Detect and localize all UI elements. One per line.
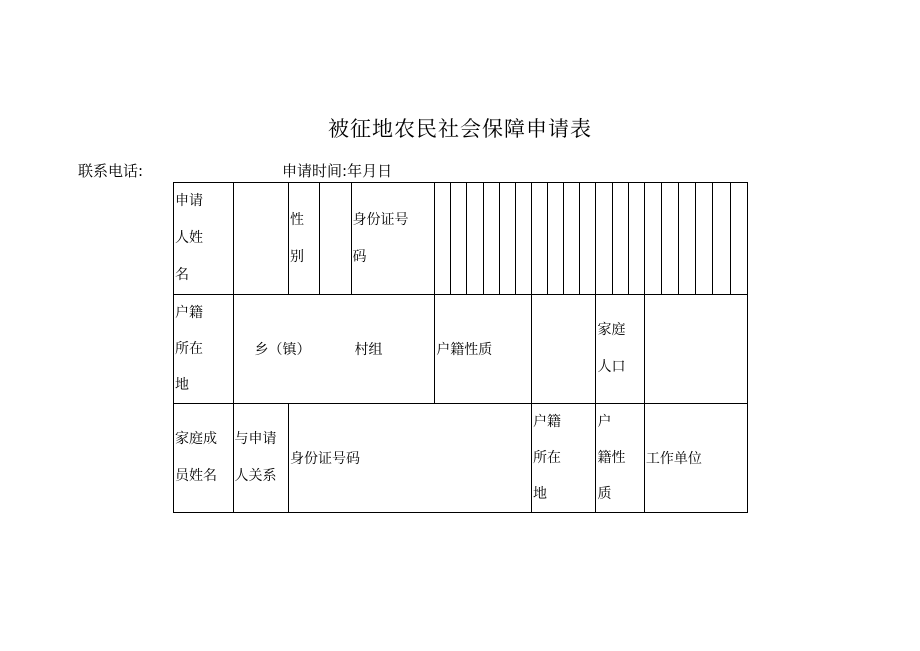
relation-label: 与申请 人关系 [233,404,288,513]
id-digit-cell[interactable] [662,183,679,295]
id-digit-cell[interactable] [548,183,564,295]
family-size-label: 家庭 人口 [596,295,644,404]
table-row-family-member [174,404,748,513]
applicant-name-field[interactable] [233,183,288,295]
family-size-field[interactable] [644,295,747,404]
id-digit-cell[interactable] [467,183,483,295]
apply-date [282,160,392,181]
table-row-household [174,295,748,404]
table-row-applicant [174,183,748,295]
id-digit-cell[interactable] [499,183,515,295]
apply-date-label: 申请时间: [282,162,348,180]
household-address-field[interactable] [233,295,435,404]
id-digit-cell[interactable] [564,183,580,295]
id-digit-cell[interactable] [451,183,467,295]
apply-date-value: 年月日 [347,162,393,180]
id-digit-cell[interactable] [596,183,612,295]
id-digit-cell[interactable] [644,183,661,295]
address-village-label: 村组 [354,342,383,358]
gender-label: 性 别 [288,183,319,295]
id-digit-cell[interactable] [531,183,547,295]
application-form-table [173,182,748,513]
id-digit-cell[interactable] [713,183,730,295]
household-type-field[interactable] [531,295,596,404]
member-id-label: 身份证号码 [288,404,531,513]
id-digit-cell[interactable] [580,183,596,295]
id-number-label: 身份证号 码 [351,183,435,295]
member-name-label: 家庭成 员姓名 [174,404,234,513]
phone-label: 联系电话: [78,162,144,180]
household-location-label: 户籍 所在 地 [174,295,234,404]
id-digit-cell[interactable] [483,183,499,295]
id-digit-cell[interactable] [679,183,696,295]
id-digit-cell[interactable] [435,183,451,295]
household-type-label: 户籍性质 [435,295,532,404]
id-digit-cell[interactable] [730,183,747,295]
workplace-label: 工作单位 [644,404,747,513]
applicant-name-label: 申请 人姓 名 [174,183,234,295]
address-town-label: 乡（镇） [254,342,311,358]
member-household-type-label: 户 籍性 质 [596,404,644,513]
gender-field[interactable] [320,183,351,295]
member-household-location-label: 户籍 所在 地 [531,404,596,513]
id-digit-cell[interactable] [628,183,644,295]
id-digit-cell[interactable] [612,183,628,295]
id-digit-cell[interactable] [515,183,531,295]
id-digit-cell[interactable] [696,183,713,295]
form-title: 被征地农民社会保障申请表 [328,117,592,141]
